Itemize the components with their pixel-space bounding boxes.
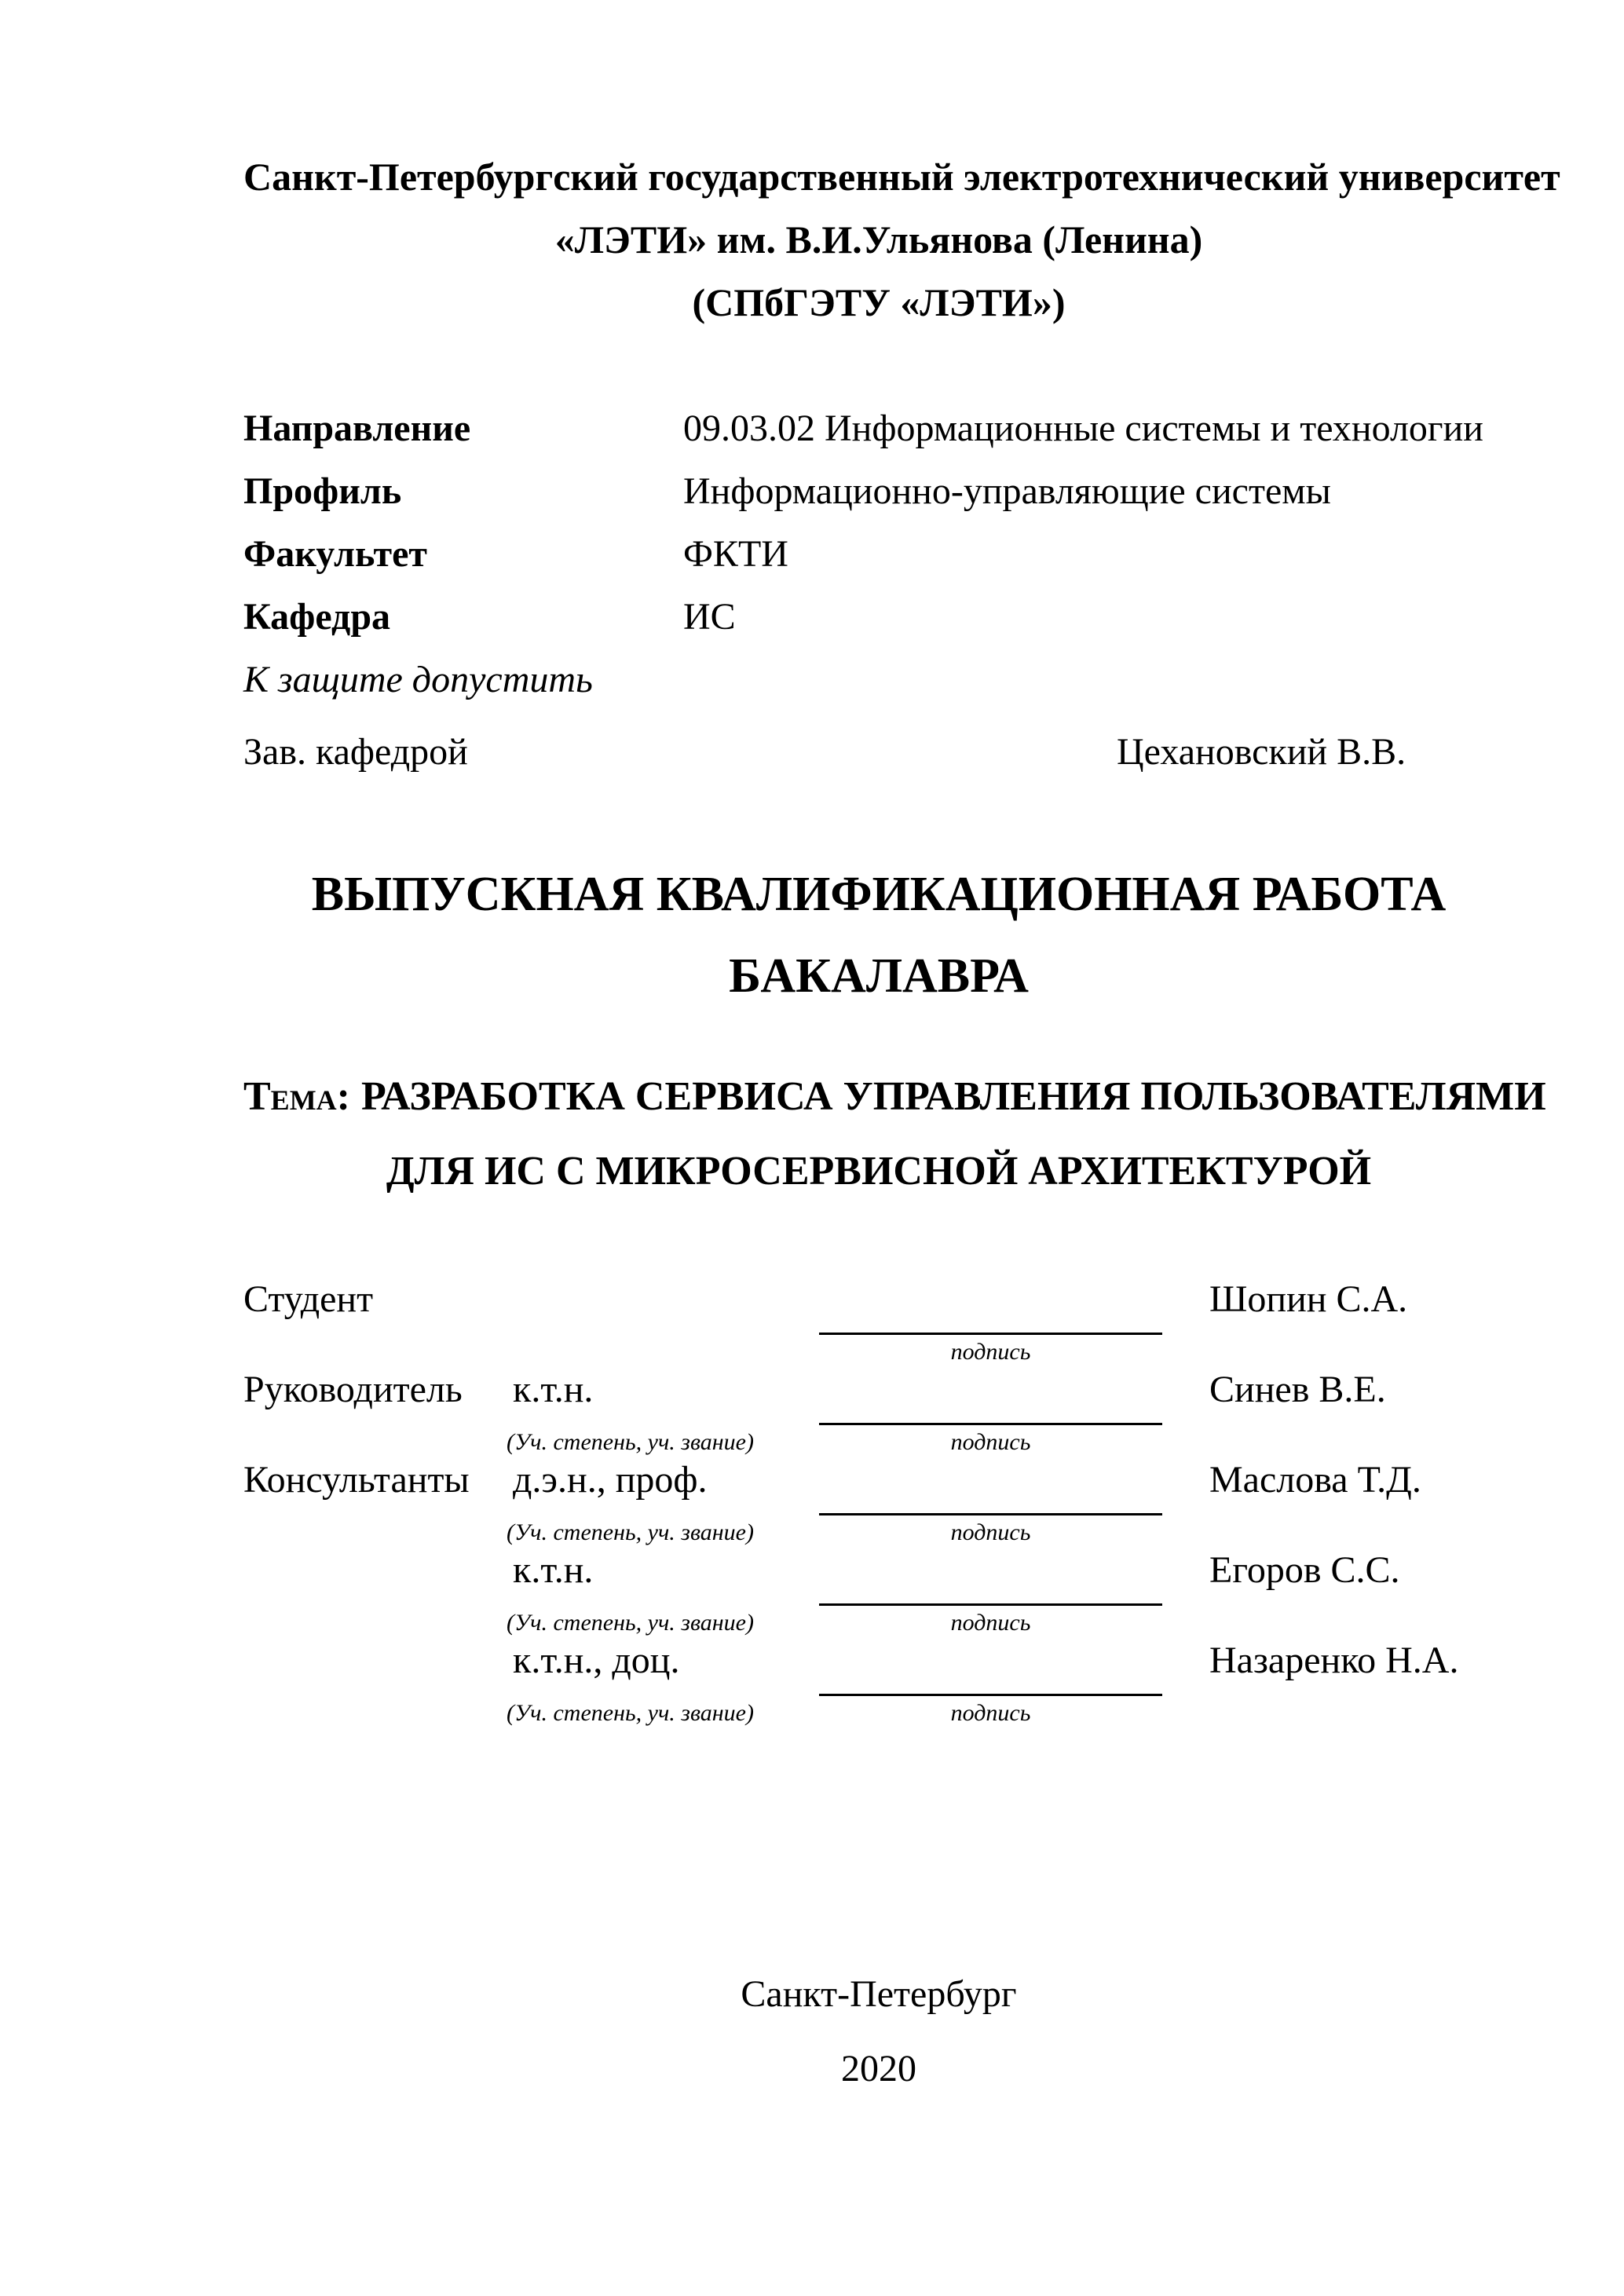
signature-row-supervisor	[243, 1368, 1514, 1458]
direction-value: 09.03.02 Информационные системы и технологии	[683, 408, 1483, 449]
signature-row-consultant-2	[243, 1548, 1514, 1639]
supervisor-name: Синев В.Е.	[1209, 1369, 1386, 1410]
footer-year: 2020	[841, 2048, 916, 2089]
thesis-theme-line2: ДЛЯ ИС С МИКРОСЕРВИСНОЙ АРХИТЕКТУРОЙ	[386, 1149, 1372, 1194]
signature-line	[819, 1603, 1162, 1606]
consultant-1-degree: д.э.н., проф.	[513, 1459, 708, 1501]
university-abbreviation: (СПбГЭТУ «ЛЭТИ»)	[692, 280, 1066, 324]
student-role-label: Студент	[243, 1278, 374, 1320]
signature-caption: подпись	[950, 1339, 1031, 1365]
university-header	[243, 145, 1560, 334]
meta-row-faculty	[243, 523, 1514, 586]
signature-row-consultant-1	[243, 1458, 1514, 1548]
faculty-label: Факультет	[243, 533, 427, 575]
signature-block	[243, 1278, 1514, 1729]
thesis-title-line1: ВЫПУСКНАЯ КВАЛИФИКАЦИОННАЯ РАБОТА	[311, 868, 1447, 921]
signature-caption: подпись	[950, 1610, 1031, 1636]
department-value: ИС	[683, 596, 736, 638]
signature-line	[819, 1694, 1162, 1696]
consultant-2-degree: к.т.н.	[513, 1549, 594, 1591]
student-name: Шопин С.А.	[1209, 1278, 1408, 1320]
department-head-name: Цехановский В.В.	[1117, 731, 1406, 773]
degree-caption: (Уч. степень, уч. звание)	[507, 1519, 754, 1545]
footer	[243, 1957, 1514, 2106]
meta-row-department	[243, 586, 1514, 649]
degree-caption: (Уч. степень, уч. звание)	[507, 1610, 754, 1636]
thesis-theme	[243, 1059, 1546, 1208]
signature-line	[819, 1513, 1162, 1515]
thesis-title	[243, 854, 1514, 1017]
consultants-role-label: Консультанты	[243, 1459, 470, 1501]
consultant-3-name: Назаренко Н.А.	[1209, 1640, 1459, 1681]
signature-row-consultant-3	[243, 1639, 1514, 1729]
department-head-label: Зав. кафедрой	[243, 731, 468, 773]
consultant-1-name: Маслова Т.Д.	[1209, 1459, 1421, 1501]
program-info	[243, 397, 1514, 649]
meta-row-direction	[243, 397, 1514, 460]
meta-row-profile	[243, 460, 1514, 523]
degree-caption: (Уч. степень, уч. звание)	[507, 1700, 754, 1726]
department-head-row	[243, 721, 1514, 784]
degree-caption: (Уч. степень, уч. звание)	[507, 1429, 754, 1455]
footer-city: Санкт-Петербург	[741, 1973, 1017, 2015]
consultant-3-degree: к.т.н., доц.	[513, 1640, 680, 1681]
thesis-title-line2: БАКАЛАВРА	[729, 949, 1029, 1003]
admission-note: К защите допустить	[243, 659, 593, 700]
signature-line	[819, 1423, 1162, 1425]
signature-caption: подпись	[950, 1700, 1031, 1726]
theme-text: РАЗРАБОТКА СЕРВИСА УПРАВЛЕНИЯ ПОЛЬЗОВАТЕЛЯМИ	[361, 1074, 1546, 1119]
signature-line	[819, 1333, 1162, 1335]
signature-caption: подпись	[950, 1429, 1031, 1455]
signature-caption: подпись	[950, 1519, 1031, 1545]
direction-label: Направление	[243, 408, 471, 449]
supervisor-role-label: Руководитель	[243, 1369, 463, 1410]
profile-value: Информационно-управляющие системы	[683, 470, 1331, 512]
department-label: Кафедра	[243, 596, 391, 638]
supervisor-degree: к.т.н.	[513, 1369, 594, 1410]
signature-row-student	[243, 1278, 1514, 1368]
university-name: Санкт-Петербургский государственный электротехнический университет	[243, 155, 1560, 199]
profile-label: Профиль	[243, 470, 402, 512]
consultant-2-name: Егоров С.С.	[1209, 1549, 1400, 1591]
theme-prefix: Тема:	[243, 1074, 350, 1119]
faculty-value: ФКТИ	[683, 533, 788, 575]
thesis-theme-line1	[243, 1059, 1546, 1134]
university-name-leti: «ЛЭТИ» им. В.И.Ульянова (Ленина)	[554, 218, 1203, 261]
